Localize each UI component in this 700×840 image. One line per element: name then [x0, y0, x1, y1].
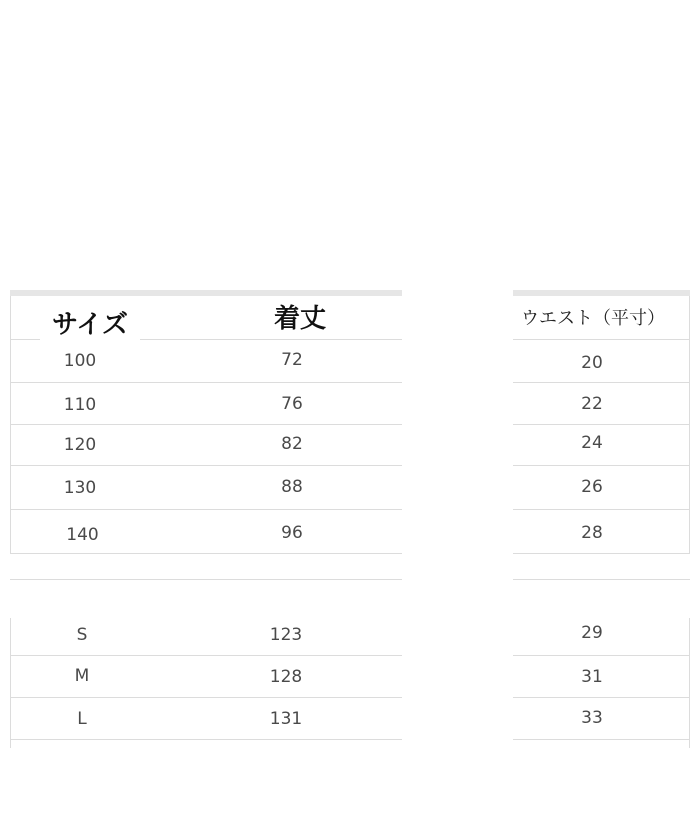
header-band-right — [513, 290, 690, 296]
cell-length: 131 — [269, 709, 303, 729]
row-divider — [10, 655, 402, 656]
cell-length: 72 — [281, 350, 303, 370]
cell-size: 100 — [63, 351, 97, 371]
row-divider — [10, 739, 402, 740]
cell-length: 123 — [269, 625, 303, 645]
cell-size: S — [76, 625, 88, 645]
cell-size: 110 — [63, 395, 97, 415]
row-divider — [513, 509, 690, 510]
cell-size: 130 — [63, 478, 97, 498]
cell-size: 120 — [63, 435, 97, 455]
cell-size: 140 — [66, 525, 99, 545]
row-divider — [513, 655, 690, 656]
row-divider — [10, 509, 402, 510]
row-divider — [513, 424, 690, 425]
row-divider — [513, 382, 690, 383]
row-divider — [10, 424, 402, 425]
table-edge — [689, 618, 690, 748]
table-edge — [10, 296, 11, 554]
table-edge — [10, 618, 11, 748]
header-size: サイズ — [52, 310, 128, 340]
row-divider — [10, 579, 402, 580]
cell-waist: 29 — [581, 623, 603, 643]
cell-length: 96 — [281, 523, 303, 543]
cell-waist: 26 — [581, 477, 603, 497]
cell-waist: 28 — [581, 523, 603, 543]
cell-length: 128 — [269, 667, 303, 687]
row-divider — [513, 553, 690, 554]
cell-waist: 22 — [581, 394, 603, 414]
cell-waist: 31 — [581, 667, 603, 687]
header-length: 着丈 — [273, 304, 326, 334]
row-divider — [513, 579, 690, 580]
cell-length: 76 — [281, 394, 303, 414]
table-edge — [689, 296, 690, 554]
row-divider — [513, 739, 690, 740]
header-band-left — [10, 290, 402, 296]
row-divider — [10, 465, 402, 466]
row-divider — [513, 697, 690, 698]
row-divider — [10, 382, 402, 383]
cell-length: 82 — [281, 434, 303, 454]
row-divider — [10, 697, 402, 698]
cell-size: M — [74, 666, 90, 686]
header-waist: ウエスト（平寸） — [521, 308, 665, 329]
cell-size: L — [77, 709, 87, 729]
cell-length: 88 — [281, 477, 303, 497]
cell-waist: 33 — [581, 708, 603, 728]
row-divider — [513, 339, 690, 340]
row-divider — [513, 465, 690, 466]
row-divider — [10, 553, 402, 554]
cell-waist: 24 — [581, 433, 603, 453]
cell-waist: 20 — [581, 353, 603, 373]
